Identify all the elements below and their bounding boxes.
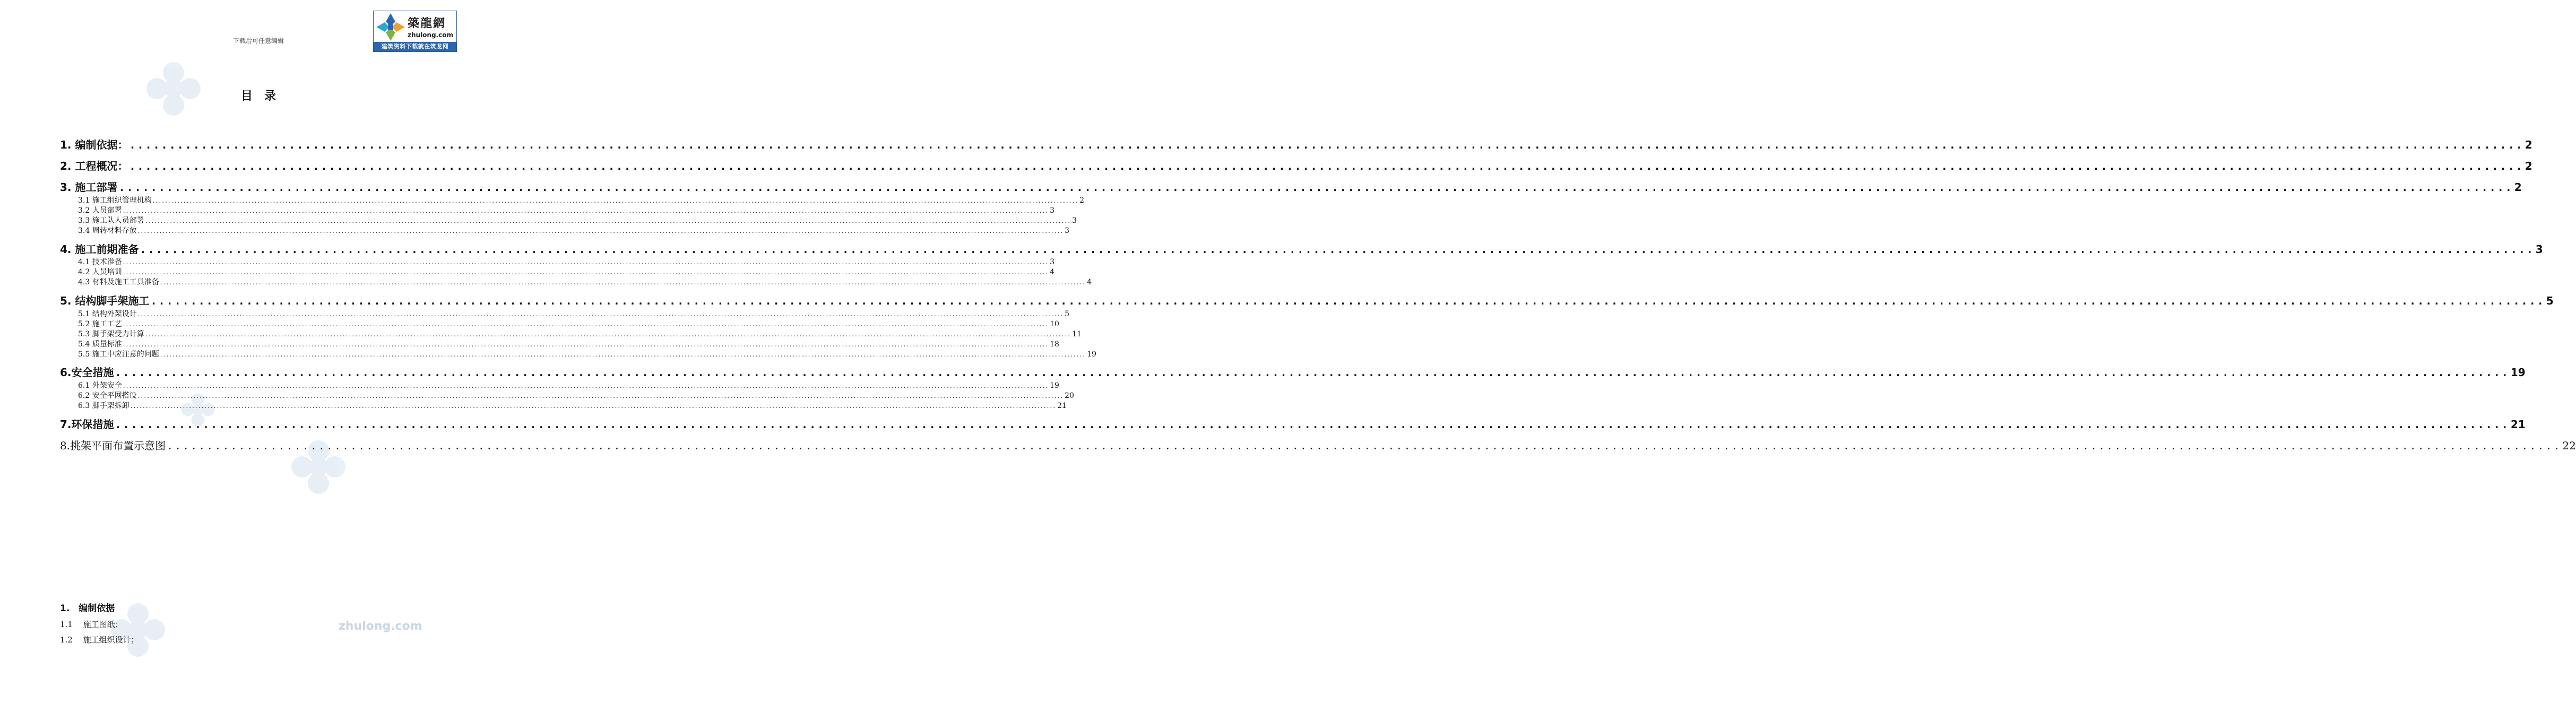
toc-leader-dots: ............................................................................................................................................................................................................................................................................................................ [152,197,1079,204]
toc-entry-label: 3.2 人员部署 [78,206,122,215]
toc-leader-dots: ............................................................................................................................................................................................................................................................................................................ [145,217,1071,224]
toc-leader-dots: ............................................................................................................................................................................................................................................................................................................ [123,320,1049,328]
toc-subentry[interactable] [78,215,1077,225]
toc-subentry[interactable] [78,225,1069,235]
toc-entry-label: 2. 工程概况： [60,160,128,172]
toc-subentry[interactable] [78,390,1074,400]
toc-subentry[interactable] [78,318,1059,328]
toc-page-number: 19 [1050,381,1059,390]
toc-entry[interactable] [60,437,2576,452]
logo-slogan: 建筑资料下载就在筑龙网 [374,42,456,51]
toc-entry-label: 6.2 安全平网搭设 [78,392,137,400]
section-item: 1.2 施工组织设计； [60,635,139,645]
toc-leader-dots: ............................................................................................................................................................................................................................................................................................................ [115,418,2510,431]
toc-page-number: 19 [1087,350,1096,359]
toc-page-number: 21 [2510,418,2526,431]
toc-entry-label: 3.3 施工队人员部署 [78,216,144,225]
toc-leader-dots: ............................................................................................................................................................................................................................................................................................................ [145,331,1071,338]
watermark-logo-icon [109,602,167,658]
toc-entry[interactable] [60,179,2522,194]
toc-title: 目 录 [240,90,276,103]
toc-subentry[interactable] [78,276,1092,286]
toc-page-number: 5 [2546,294,2554,307]
toc-leader-dots: ............................................................................................................................................................................................................................................................................................................ [160,279,1086,286]
toc-entry[interactable] [60,364,2526,379]
toc-entry-label: 3. 施工部署 [60,181,118,194]
toc-entry-label: 3.4 周转材料存放 [78,227,137,235]
toc-leader-dots: ............................................................................................................................................................................................................................................................................................................ [137,227,1064,234]
toc-page-number: 22 [2562,439,2576,452]
toc-entry-label: 5. 结构脚手架施工 [60,294,150,307]
toc-subentry[interactable] [78,266,1054,276]
toc-page-number: 20 [1065,392,1074,400]
toc-leader-dots: ............................................................................................................................................................................................................................................................................................................ [129,138,2524,151]
pinwheel-logo-icon [375,12,406,42]
section-item: 1.1 施工图纸； [60,620,123,629]
toc-leader-dots: ............................................................................................................................................................................................................................................................................................................ [123,207,1049,214]
toc-leader-dots: ............................................................................................................................................................................................................................................................................................................ [123,382,1049,389]
toc-page-number: 3 [1065,227,1069,235]
logo-domain: zhulong.com [408,31,453,39]
toc-page-number: 19 [2510,366,2526,379]
toc-entry-label: 4.2 人员培训 [78,268,122,276]
toc-entry-label: 7.环保措施 [60,418,114,431]
toc-page-number: 3 [1050,258,1054,266]
toc-subentry[interactable] [78,338,1059,349]
toc-entry-label: 6.1 外架安全 [78,381,122,390]
logo-name: 築龍網 [408,17,446,30]
toc-page-number: 5 [1065,310,1069,318]
toc-leader-dots: ............................................................................................................................................................................................................................................................................................................ [137,310,1064,318]
toc-entry[interactable] [60,158,2532,172]
toc-entry[interactable] [60,416,2526,431]
section-heading: 1. 编制依据 [60,603,115,614]
toc-entry-label: 5.3 脚手架受力计算 [78,330,144,338]
zhulong-logo [373,11,457,52]
toc-leader-dots: ............................................................................................................................................................................................................................................................................................................ [150,294,2545,307]
toc-entry-label: 3.1 施工组织管理机构 [78,196,152,205]
toc-page-number: 10 [1050,320,1059,328]
toc-leader-dots: ............................................................................................................................................................................................................................................................................................................ [160,351,1086,358]
toc-subentry[interactable] [78,256,1054,266]
toc-subentry[interactable] [78,349,1096,359]
toc-leader-dots: ............................................................................................................................................................................................................................................................................................................ [130,402,1057,410]
toc-entry-label: 6.安全措施 [60,366,114,379]
toc-entry-label: 4.3 材料及施工工具准备 [78,278,159,286]
toc-page-number: 2 [2514,181,2522,194]
toc-leader-dots: ............................................................................................................................................................................................................................................................................................................ [167,439,2562,452]
toc-subentry[interactable] [78,380,1059,390]
watermark-domain: zhulong.com [339,620,422,633]
toc-entry[interactable] [60,241,2543,256]
toc-page-number: 4 [1087,278,1092,286]
toc-page-number: 3 [1072,216,1077,225]
toc-entry-label: 4. 施工前期准备 [60,243,139,256]
toc-page-number: 2 [2525,138,2532,151]
toc-page-number: 3 [2535,243,2543,256]
toc-entry-label: 5.4 质量标准 [78,340,122,349]
toc-page-number: 3 [1050,206,1054,215]
toc-entry-label: 5.5 施工中应注意的问题 [78,350,159,359]
toc-leader-dots: ............................................................................................................................................................................................................................................................................................................ [123,341,1049,348]
toc-leader-dots: ............................................................................................................................................................................................................................................................................................................ [123,268,1049,276]
toc-entry-label: 5.2 施工工艺 [78,320,122,328]
toc-leader-dots: ............................................................................................................................................................................................................................................................................................................ [140,243,2535,256]
toc-subentry[interactable] [78,308,1069,318]
toc-entry-label: 8.挑架平面布置示意图 [60,439,166,452]
toc-subentry[interactable] [78,400,1067,410]
toc-leader-dots: ............................................................................................................................................................................................................................................................................................................ [123,258,1049,266]
toc-page-number: 21 [1057,402,1067,410]
toc-page-number: 11 [1072,330,1082,338]
toc-page-number: 18 [1050,340,1059,349]
toc-entry-label: 1. 编制依据： [60,138,128,151]
toc-entry[interactable] [60,136,2532,151]
toc-leader-dots: ............................................................................................................................................................................................................................................................................................................ [137,392,1064,399]
toc-subentry[interactable] [78,195,1084,205]
header-note: 下载后可任意编辑 [232,37,284,45]
toc-page-number: 4 [1050,268,1054,276]
toc-entry-label: 6.3 脚手架拆卸 [78,402,129,410]
toc-entry-label: 5.1 结构外架设计 [78,310,137,318]
toc-subentry[interactable] [78,205,1054,215]
toc-page-number: 2 [2525,160,2532,172]
toc-leader-dots: ............................................................................................................................................................................................................................................................................................................ [115,366,2510,379]
toc-subentry[interactable] [78,328,1082,338]
toc-leader-dots: ............................................................................................................................................................................................................................................................................................................ [118,181,2513,194]
toc-entry[interactable] [60,292,2554,307]
toc-entry-label: 4.1 技术准备 [78,258,122,266]
toc-leader-dots: ............................................................................................................................................................................................................................................................................................................ [129,160,2524,172]
toc-page-number: 2 [1079,196,1084,205]
